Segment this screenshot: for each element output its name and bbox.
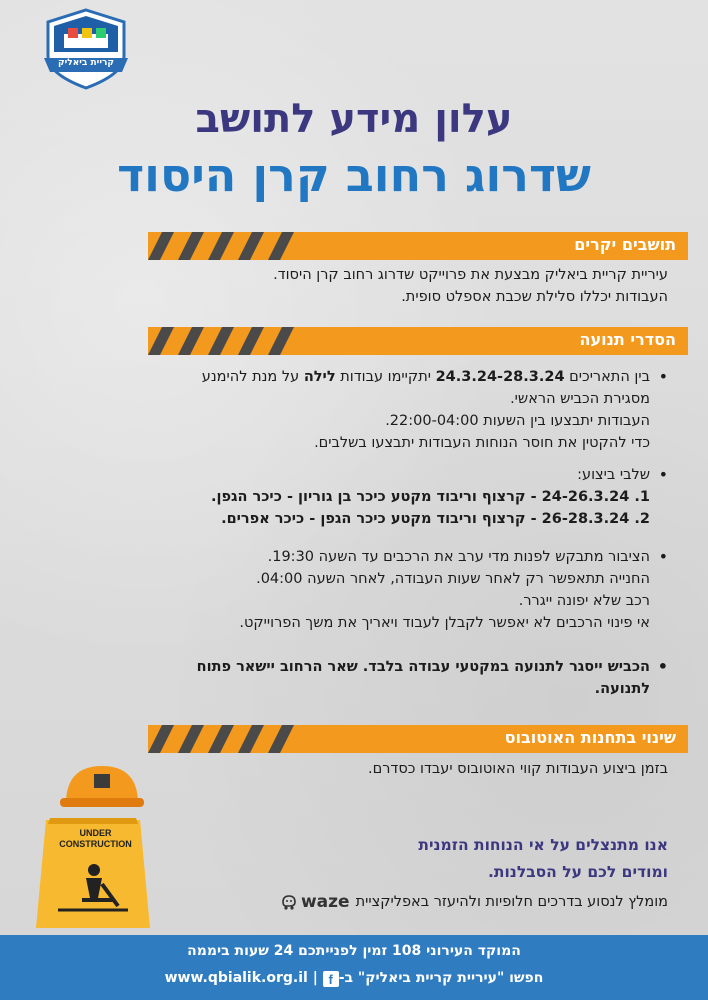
intro-line-2: העבודות יכללו סלילת שכבת אספלט סופית. xyxy=(401,289,668,305)
footer-website[interactable]: | www.qbialik.org.il xyxy=(164,970,323,986)
waze-logo xyxy=(280,892,350,912)
waze-icon xyxy=(280,894,298,910)
sign-label xyxy=(48,828,143,850)
under-construction-sign-icon xyxy=(28,760,163,932)
dates-span: 24.3.24-28.3.24 xyxy=(435,369,565,385)
parking-line-4: אי פינוי הרכבים לא יאפשר לקבלן לעבוד ויאריך את משך הפרוייקט. xyxy=(239,615,650,631)
footer-links xyxy=(0,970,708,987)
parking-line-2: החנייה תתאפשר רק לאחר שעות העבודה, לאחר השעה 04:00. xyxy=(256,571,650,587)
parking-line-1: • הציבור מתבקש לפנות מדי ערב את הרכבים עד השעה 19:30. xyxy=(48,546,668,568)
text-span: על מנת להימנע xyxy=(201,369,304,385)
traffic-bullet-dates xyxy=(48,366,668,454)
section-title-traffic: הסדרי תנועה xyxy=(579,330,676,349)
closure-line-2: לתנועה. xyxy=(594,681,650,697)
bullet-line xyxy=(48,366,668,388)
traffic-bullet-closure xyxy=(48,656,668,700)
intro-paragraph xyxy=(48,264,668,308)
facebook-icon[interactable]: f xyxy=(323,971,339,987)
sign-text-1: UNDER xyxy=(79,828,112,838)
stage-1: 1. 24-26.3.24 - קרצוף וריבוד מקטע כיכר בן גוריון - כיכר הגפן. xyxy=(210,489,650,505)
parking-line-3: רכב שלא יפונה ייגרר. xyxy=(518,593,650,609)
text-span: יתקיימו עבודות xyxy=(335,369,436,385)
stages-head: • שלבי ביצוע: xyxy=(48,464,668,486)
text-span: בין התאריכים xyxy=(564,369,650,385)
sign-text-2: CONSTRUCTION xyxy=(59,839,132,849)
closing-apology xyxy=(418,832,668,886)
section-title-residents: תושבים יקרים xyxy=(574,235,676,254)
city-logo xyxy=(40,8,132,90)
traffic-bullet-stages xyxy=(48,464,668,530)
bus-line: בזמן ביצוע העבודות קווי האוטובוס יעבדו כסדרם. xyxy=(367,761,668,777)
logo-text: קריית ביאליק xyxy=(57,58,115,68)
apology-line-2: ומודים לכם על הסבלנות. xyxy=(488,863,668,881)
closure-line-1: • הכביש ייסגר לתנועה במקטעי עבודה בלבד. שאר הרחוב יישאר פתוח xyxy=(48,656,668,678)
intro-line-1: עיריית קריית ביאליק מבצעת את פרוייקט שדרוג רחוב קרן היסוד. xyxy=(273,267,668,283)
text-line: כדי להקטין את חוסר הנוחות העבודות יתבצעו בשלבים. xyxy=(314,435,650,451)
page-subtitle: שדרוג רחוב קרן היסוד xyxy=(117,148,591,202)
stage-2: 2. 26-28.3.24 - קרצוף וריבוד מקטע כיכר הגפן - כיכר אפרים. xyxy=(221,511,650,527)
section-bar-traffic xyxy=(148,327,688,355)
footer-facebook-text: חפשו "עיריית קריית ביאליק" ב- xyxy=(338,970,544,986)
apology-line-1: אנו מתנצלים על אי הנוחות הזמנית xyxy=(418,836,668,854)
night-span: לילה xyxy=(303,369,336,385)
section-bar-residents xyxy=(148,232,688,260)
page-title: עלון מידע לתושב xyxy=(195,96,513,142)
footer xyxy=(0,935,708,1000)
text-line: העבודות יתבצעו בין השעות 22:00-04:00. xyxy=(385,413,650,429)
text-line: מסגירת הכביש הראשי. xyxy=(510,391,650,407)
footer-hotline: המוקד העירוני 108 זמין לפנייתכם 24 שעות ביממה xyxy=(187,943,521,959)
waze-brand: waze xyxy=(300,892,350,912)
waze-text: מומלץ לנסוע בדרכים חלופיות ולהיעזר באפליקציית xyxy=(355,894,668,910)
section-title-bus: שינוי בתחנות האוטובוס xyxy=(504,728,676,747)
waze-recommendation xyxy=(280,892,668,912)
traffic-bullet-parking xyxy=(48,546,668,634)
section-bar-bus xyxy=(148,725,688,753)
